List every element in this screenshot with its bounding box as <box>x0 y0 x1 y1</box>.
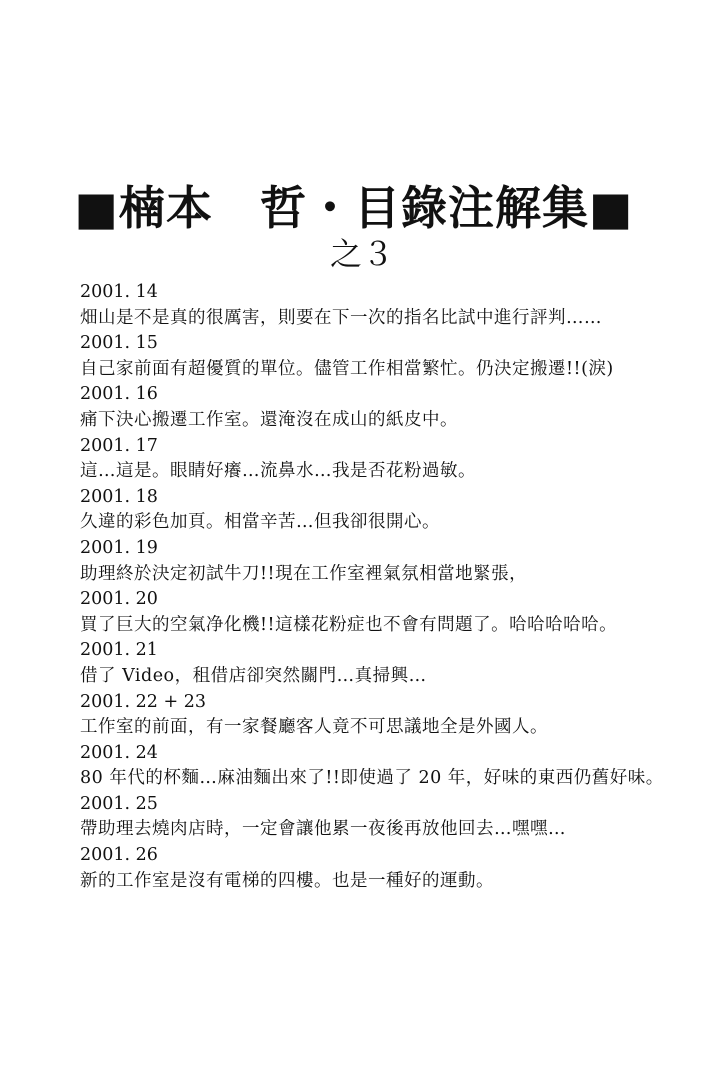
entry-date: 2001. 25 <box>80 793 158 814</box>
entry-text: 痛下決心搬遷工作室。還淹沒在成山的紙皮中。 <box>80 409 458 430</box>
entry-date: 2001. 26 <box>80 845 158 866</box>
entry-text: 新的工作室是沒有電梯的四樓。也是一種好的運動。 <box>80 870 494 891</box>
entry-date: 2001. 17 <box>80 435 158 456</box>
list-item <box>80 690 670 741</box>
page-subtitle: 之３ <box>329 235 394 273</box>
list-item <box>80 280 670 331</box>
entry-text: 自己家前面有超優質的單位。儘管工作相當繁忙。仍決定搬遷!!(淚) <box>80 358 614 379</box>
entry-text: 買了巨大的空氣净化機!!這樣花粉症也不會有問題了。哈哈哈哈哈。 <box>80 614 618 635</box>
list-item <box>80 485 670 536</box>
list-item <box>80 331 670 382</box>
entry-text: 80 年代的杯麵…麻油麵出來了!!即使過了 20 年，好味的東西仍舊好味。 <box>80 768 664 789</box>
list-item <box>80 638 670 689</box>
list-item <box>80 792 670 843</box>
entry-text: 帶助理去燒肉店時，一定會讓他累一夜後再放他回去…嘿嘿… <box>80 819 566 840</box>
entry-date: 2001. 19 <box>80 537 158 558</box>
entry-date: 2001. 20 <box>80 589 158 610</box>
entry-date: 2001. 22 + 23 <box>80 691 206 712</box>
entry-text: 助理終於決定初試牛刀!!現在工作室裡氣氛相當地緊張， <box>80 563 528 584</box>
entry-text: 借了 Video，租借店卻突然關門…真掃興… <box>80 665 427 686</box>
entry-date: 2001. 21 <box>80 640 158 661</box>
list-item <box>80 741 670 792</box>
list-item <box>80 536 670 587</box>
list-item <box>80 382 670 433</box>
entry-date: 2001. 24 <box>80 742 158 763</box>
entry-text: 畑山是不是真的很厲害，則要在下一次的指名比試中進行評判…… <box>80 307 602 328</box>
entry-date: 2001. 15 <box>80 333 158 354</box>
entry-date: 2001. 18 <box>80 486 158 507</box>
list-item <box>80 434 670 485</box>
entry-list <box>80 280 670 894</box>
list-item <box>80 587 670 638</box>
list-item <box>80 843 670 894</box>
entry-date: 2001. 14 <box>80 282 158 302</box>
entry-text: 久違的彩色加頁。相當辛苦…但我卻很開心。 <box>80 512 440 533</box>
entry-date: 2001. 16 <box>80 384 158 405</box>
entry-text: 這…這是。眼睛好癢…流鼻水…我是否花粉過敏。 <box>80 461 476 482</box>
page-title: ■楠本 哲・目錄注解集■ <box>74 181 634 235</box>
entry-text: 工作室的前面，有一家餐廳客人竟不可思議地全是外國人。 <box>80 717 548 738</box>
